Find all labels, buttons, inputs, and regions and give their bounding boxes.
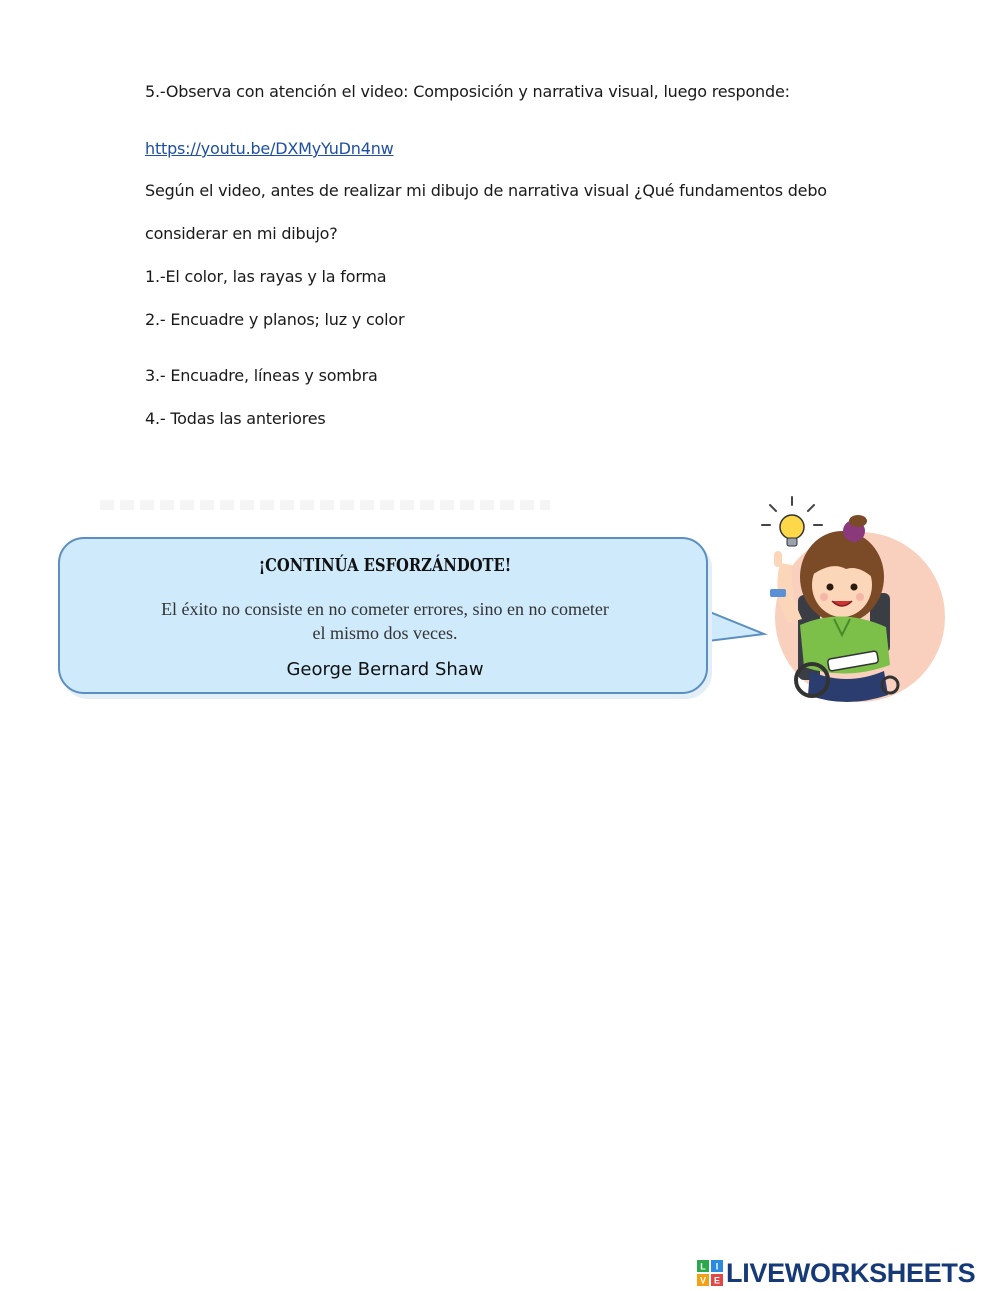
liveworksheets-wordmark: LIVEWORKSHEETS	[726, 1257, 976, 1288]
question-text-line1: Según el video, antes de realizar mi dibujo de narrativa visual ¿Qué fundamentos debo	[145, 181, 827, 200]
quote-line-2: el mismo dos veces.	[312, 623, 458, 643]
option-2: 2.- Encuadre y planos; luz y color	[145, 310, 405, 329]
lightbulb-icon	[780, 515, 804, 546]
option-1: 1.-El color, las rayas y la forma	[145, 267, 387, 286]
option-3: 3.- Encuadre, líneas y sombra	[145, 366, 378, 385]
faint-decoration	[100, 500, 550, 510]
quote-author: George Bernard Shaw	[286, 659, 484, 680]
option-4: 4.- Todas las anteriores	[145, 409, 326, 428]
logo-letter-l: L	[700, 1261, 706, 1272]
quote-line-1: El éxito no consiste en no cometer errores, sino en no cometer	[161, 599, 609, 619]
motivation-quote	[80, 597, 690, 645]
liveworksheets-logo-icon	[697, 1260, 723, 1286]
question-text-line2: considerar en mi dibujo?	[145, 224, 338, 243]
motivation-title: ¡CONTINÚA ESFORZÁNDOTE!	[258, 555, 512, 576]
video-link[interactable]: https://youtu.be/DXMyYuDn4nw	[145, 139, 394, 158]
question-prompt: 5.-Observa con atención el video: Composición y narrativa visual, luego responde:	[145, 82, 790, 101]
liveworksheets-logo	[697, 1258, 975, 1288]
logo-letter-i: I	[715, 1261, 719, 1272]
logo-letter-v: V	[699, 1275, 707, 1286]
motivation-bubble	[58, 537, 708, 694]
girl-idea-illustration	[750, 495, 950, 720]
logo-letter-e: E	[713, 1275, 721, 1286]
